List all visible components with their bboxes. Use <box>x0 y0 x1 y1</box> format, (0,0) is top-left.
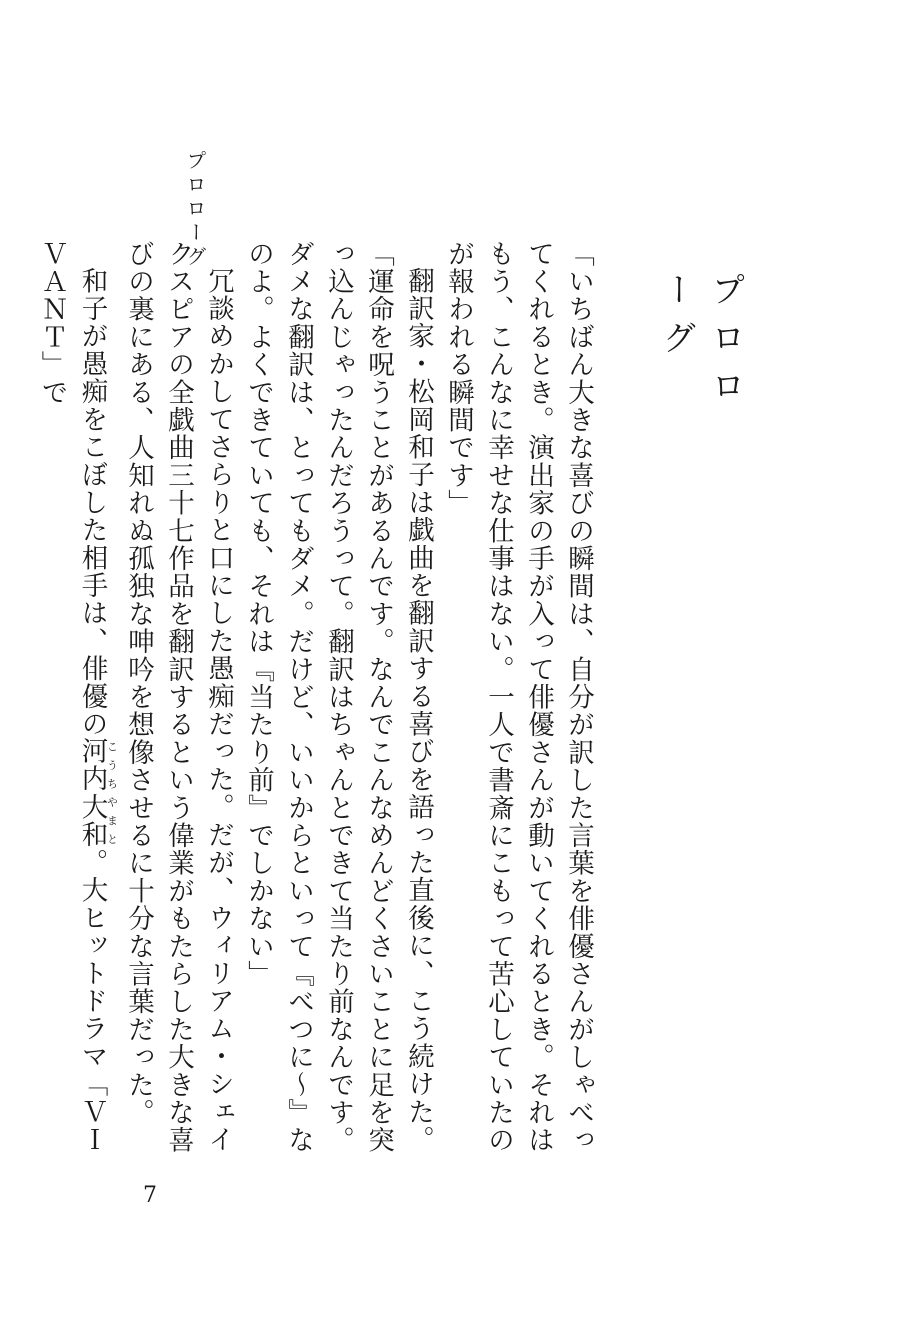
paragraph-2: 翻訳家・松岡和子は戯曲を翻訳する喜びを語った直後に、こう続けた。 <box>403 266 434 1153</box>
paragraph-3: 「運命を呪うことがあるんです。なんでこんなめんどくさいことに足を突っ込んじゃったんだろうって。翻訳はちゃんとできて当たり前なんです。ダメな翻訳は、とってもダメ。だけど、いいからといって『べつに〜』なのよ。よくできていても、それは『当たり前』でしかない」 <box>243 240 394 1155</box>
page-number: 7 <box>143 1183 157 1208</box>
paragraph-5-before: 和子が愚痴をこぼした相手は、俳優の <box>76 266 108 738</box>
paragraph-5 <box>32 240 119 1160</box>
name-yamato: 大和 <box>76 792 108 849</box>
body-text <box>36 240 598 1160</box>
running-head: プロローグ <box>183 150 207 270</box>
paragraph-1: 「いちばん大きな喜びの瞬間は、自分が訳した言葉を俳優さんがしゃべってくれるとき。演出家の手が入って俳優さんが動いてくれるとき。それはもう、こんなに幸せな仕事はない。一人で書斎にこもって苦心していたのが報われる瞬間です」 <box>443 240 594 1155</box>
reading-yamato: やまと <box>105 792 119 849</box>
paragraph-4: 冗談めかしてさらりと口にした愚痴だった。だが、ウィリアム・シェイクスピアの全戯曲三十七作品を翻訳するという偉業がもたらした大きな喜びの裏にある、人知れぬ孤独な呻吟を想像させるに十分な言葉だった。 <box>123 240 234 1155</box>
reading-kouchi: こうち <box>105 737 119 793</box>
paragraph-5-after: 。大ヒットドラマ「ＶＩＶＡＮＴ」で <box>36 240 108 1153</box>
furigana-yamato <box>76 792 119 849</box>
chapter-title: プロローグ <box>656 272 745 416</box>
furigana-kouchi <box>76 737 119 793</box>
name-kouchi: 河内 <box>76 737 108 793</box>
